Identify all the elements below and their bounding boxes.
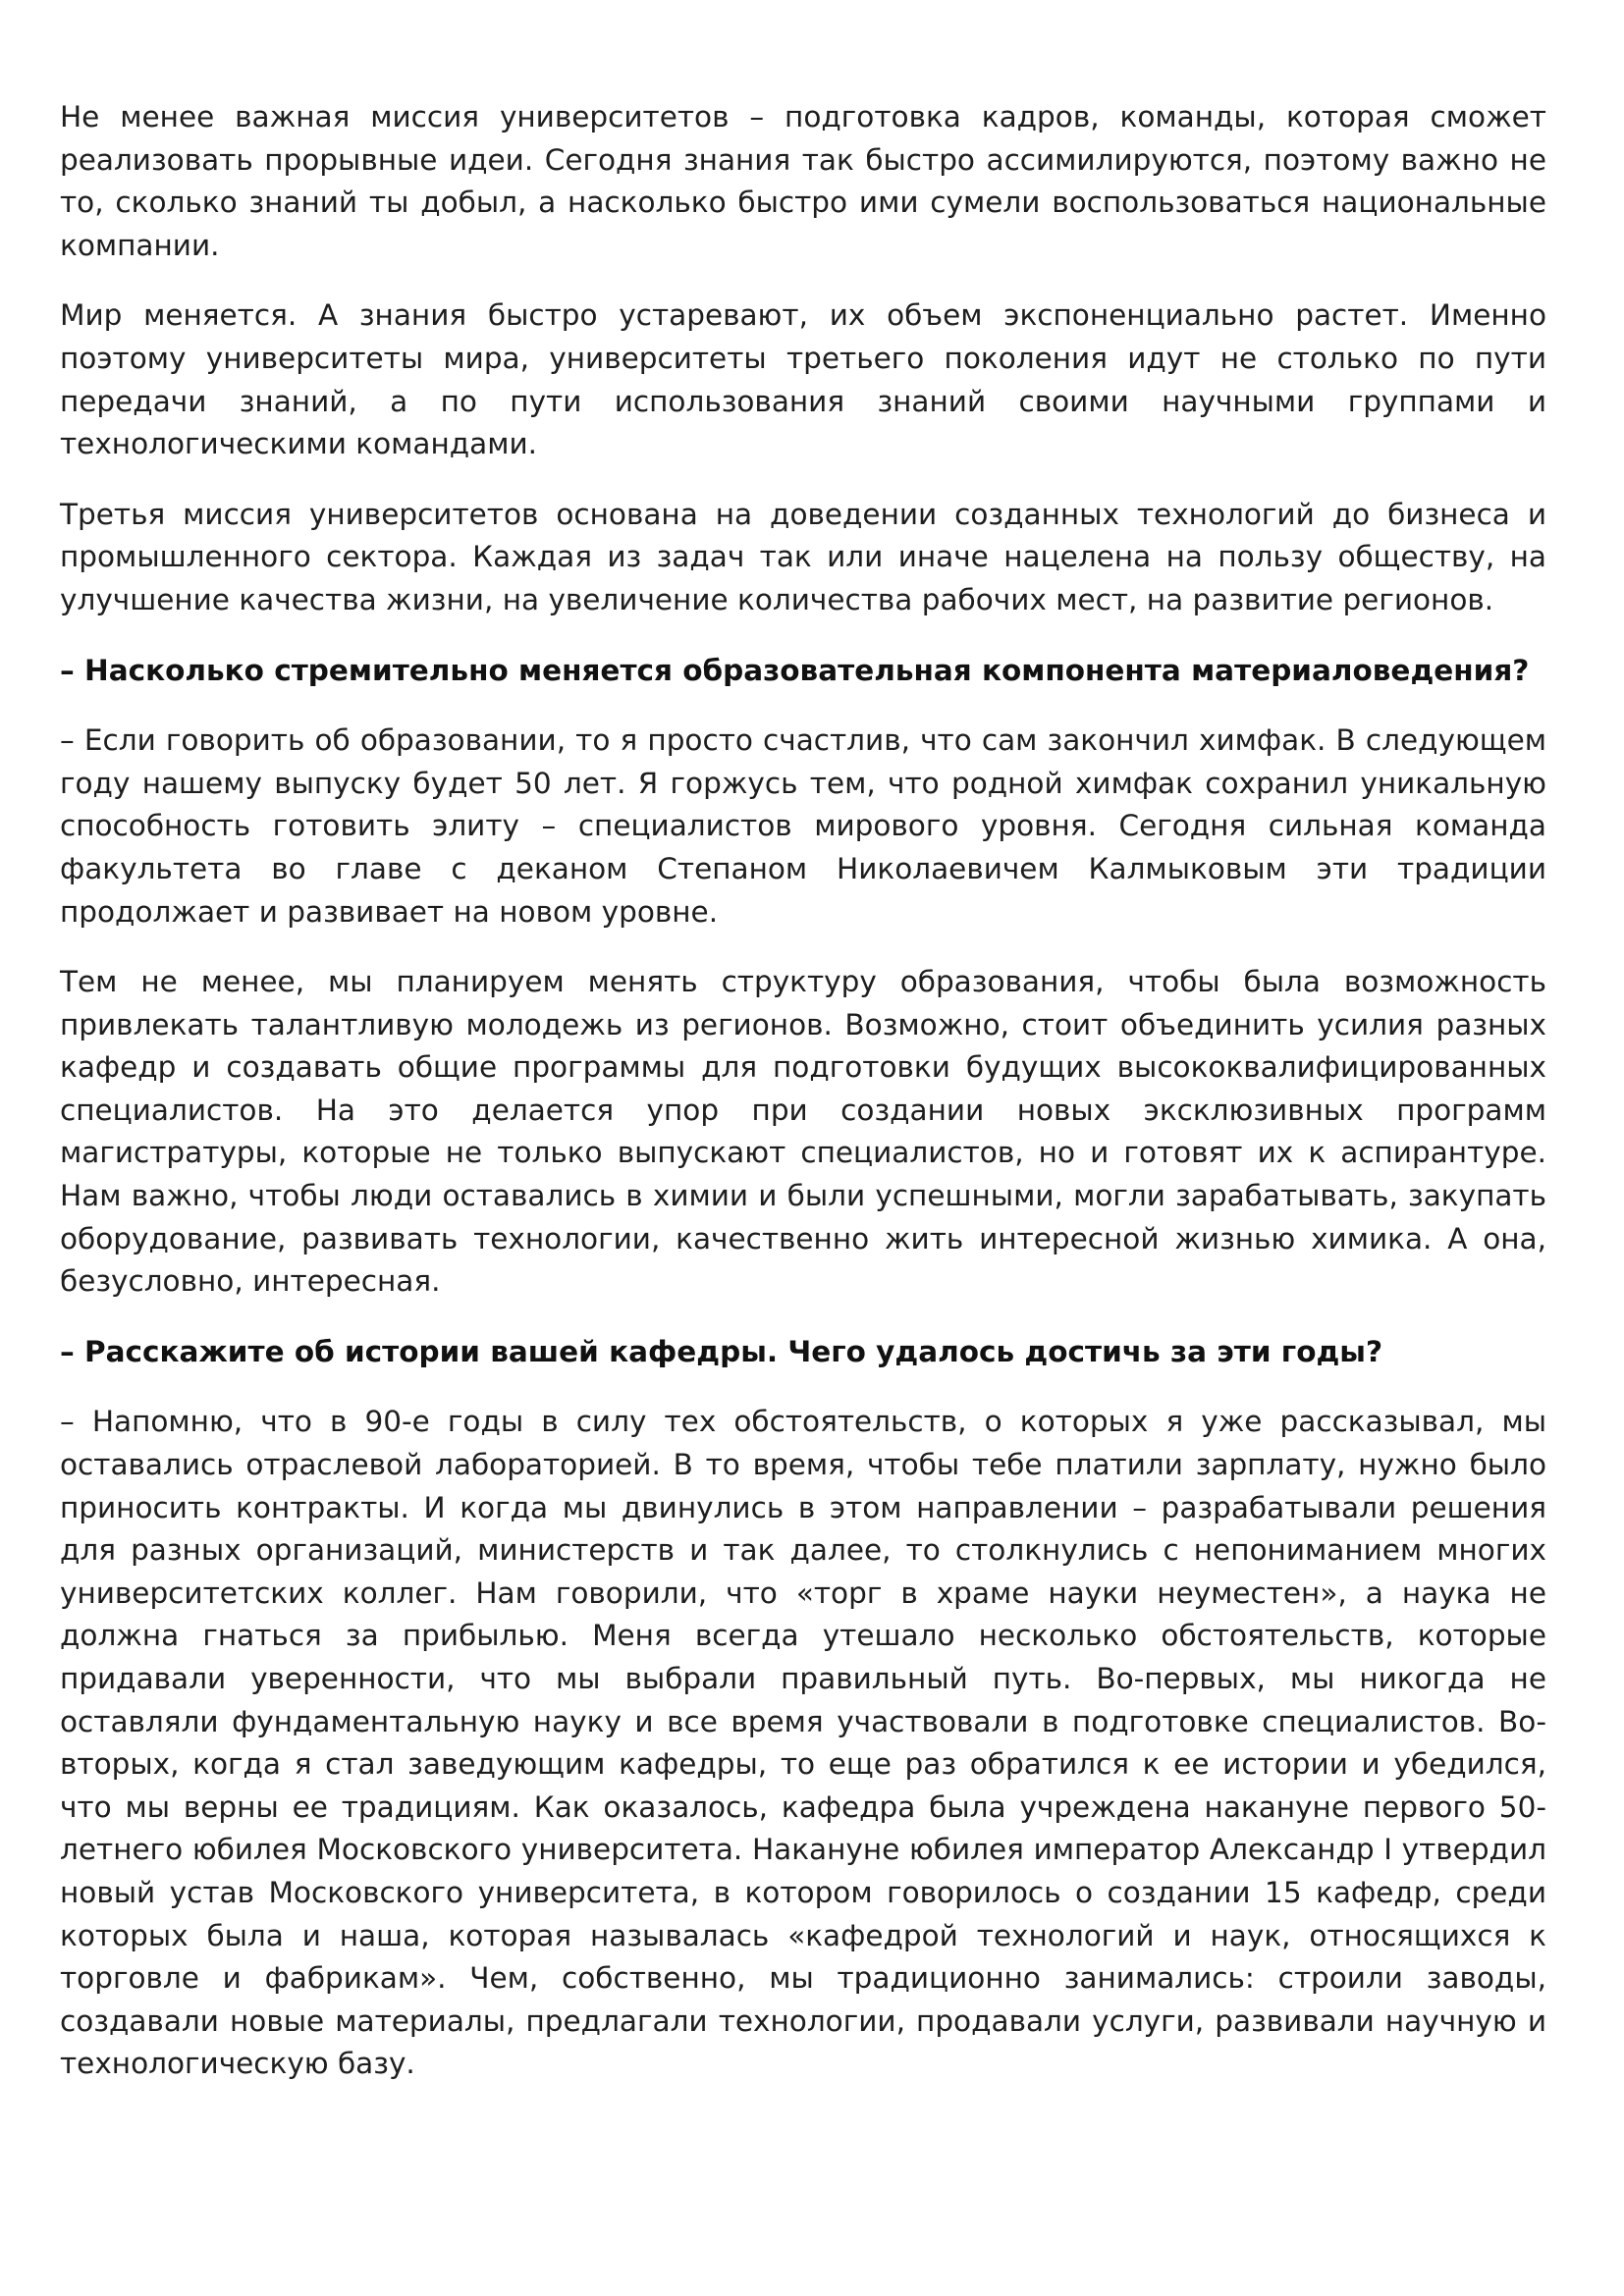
paragraph-world-changing: Мир меняется. А знания быстро устаревают, их объем экспоненциально растет. Именно поэтому университеты мира, университеты третьего поколения идут не столько по пути передачи знаний, а по пути использования знаний своими научными группами и технологическими командами. bbox=[60, 298, 1546, 461]
question-education-component: – Насколько стремительно меняется образовательная компонента материаловедения? bbox=[60, 653, 1530, 687]
paragraph-education-structure: Тем не менее, мы планируем менять структуру образования, чтобы была возможность привлекать талантливую молодежь из регионов. Возможно, стоит объединить усилия разных кафедр и создавать общие программы для подготовки будущих высококвалифицированных специалистов. На это делается упор при создании новых эксклюзивных программ магистратуры, которые не только выпускают специалистов, но и готовят их к аспирантуре. Нам важно, чтобы люди оставались в химии и были успешными, могли зарабатывать, закупать оборудование, развивать технологии, качественно жить интересной жизнью химика. А она, безусловно, интересная. bbox=[60, 965, 1546, 1299]
paragraph-education-answer: – Если говорить об образовании, то я просто счастлив, что сам закончил химфак. В следующем году нашему выпуску будет 50 лет. Я горжусь тем, что родной химфак сохранил уникальную способность готовить элиту – специалистов мирового уровня. Сегодня сильная команда факультета во главе с деканом Степаном Николаевичем Калмыковым эти традиции продолжает и развивает на новом уровне. bbox=[60, 723, 1546, 929]
question-department-history: – Расскажите об истории вашей кафедры. Чего удалось достичь за эти годы? bbox=[60, 1334, 1383, 1368]
paragraph-department-history-answer: – Напомню, что в 90-е годы в силу тех обстоятельств, о которых я уже рассказывал, мы оставались отраслевой лабораторией. В то время, чтобы тебе платили зарплату, нужно было приносить контракты. И когда мы двинулись в этом направлении – разрабатывали решения для разных организаций, министерств и так далее, то столкнулись с непониманием многих университетских коллег. Нам говорили, что «торг в храме науки неуместен», а наука не должна гнаться за прибылью. Меня всегда утешало несколько обстоятельств, которые придавали уверенности, что мы выбрали правильный путь. Во-первых, мы никогда не оставляли фундаментальную науку и все время участвовали в подготовке специалистов. Во-вторых, когда я стал заведующим кафедры, то еще раз обратился к ее истории и убедился, что мы верны ее традициям. Как оказалось, кафедра была учреждена накануне первого 50-летнего юбилея Московского университета. Накануне юбилея император Александр I утвердил новый устав Московского университета, в котором говорилось о создании 15 кафедр, среди которых была и наша, которая называлась «кафедрой технологий и наук, относящихся к торговле и фабрикам». Чем, собственно, мы традиционно занимались: строили заводы, создавали новые материалы, предлагали технологии, продавали услуги, развивали научную и технологическую базу. bbox=[60, 1405, 1546, 2081]
document-page bbox=[60, 96, 1546, 2113]
paragraph-third-mission: Третья миссия университетов основана на доведении созданных технологий до бизнеса и промышленного сектора. Каждая из задач так или иначе нацелена на пользу обществу, на улучшение качества жизни, на увеличение количества рабочих мест, на развитие регионов. bbox=[60, 497, 1546, 616]
paragraph-universities-mission: Не менее важная миссия университетов – подготовка кадров, команды, которая сможет реализовать прорывные идеи. Сегодня знания так быстро ассимилируются, поэтому важно не то, сколько знаний ты добыл, а насколько быстро ими сумели воспользоваться национальные компании. bbox=[60, 100, 1546, 262]
